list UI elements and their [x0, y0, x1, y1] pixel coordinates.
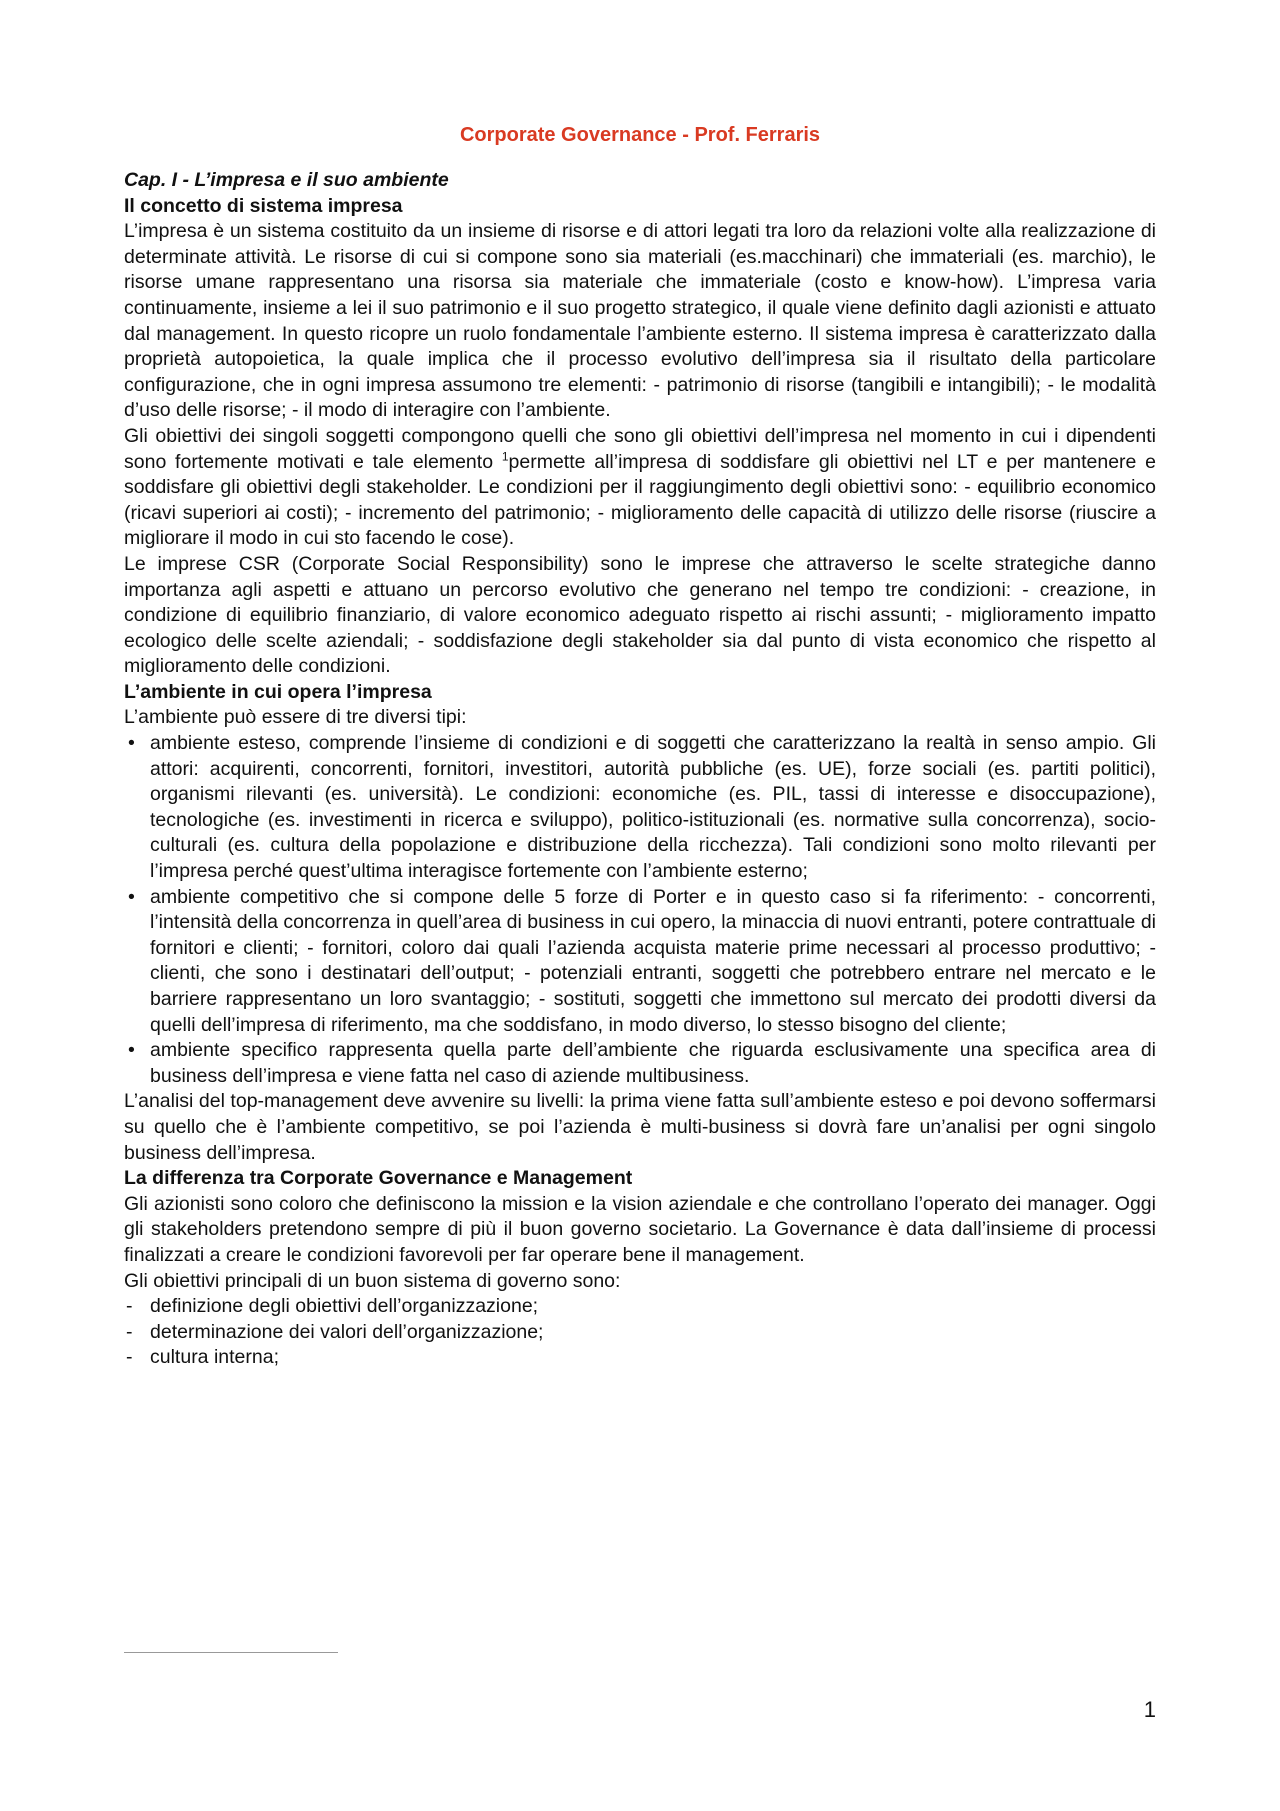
document-title: Corporate Governance - Prof. Ferraris — [459, 124, 821, 146]
page-number: 1 — [1143, 1697, 1156, 1722]
paragraph: L’impresa è un sistema costituito da un insieme di risorse e di attori legati tra loro da relazioni volte alla realizzazione di determinate attività. Le risorse di cui si compone sono sia materiali (es.macchinari) che immateriali (es. marchio), le risorse umane rappresentano una risorsa sia materiale che immateriale (costo e know-how). L’impresa varia continuamente, insieme a lei il suo patrimonio e il suo progetto strategico, il quale viene definito dagli azionisti e attuato dal management. In questo ricopre un ruolo fondamentale l’ambiente esterno. Il sistema impresa è caratterizzato dalla proprietà autopoietica, la quale implica che il processo evolutivo dell’impresa sia il risultato della particolare configurazione, che in ogni impresa assumono tre elementi: - patrimonio di risorse (tangibili e intangibili); - le modalità d’uso delle risorse; - il modo di interagire con l’ambiente. — [124, 220, 1156, 422]
paragraph: Gli obiettivi principali di un buon sistema di governo sono: — [124, 1269, 621, 1292]
paragraph: L’analisi del top-management deve avvenire su livelli: la prima viene fatta sull’ambiente esteso e poi devono soffermarsi su quello che è l’ambiente competitivo, se poi l’azienda è multi-business si dovrà fare un’analisi per ogni singolo business dell’impresa. — [124, 1090, 1156, 1164]
list-item: • ambiente competitivo che si compone delle 5 forze di Porter e in questo caso si fa riferimento: - concorrenti, l’intensità della concorrenza in quell’area di business in cui opero, la minaccia di nuovi entranti, potere contrattuale di fornitori e clienti; - fornitori, coloro dai quali l’azienda acquista materie prime necessari al processo produttivo; - clienti, che sono i destinatari dell’output; - potenziali entranti, soggetti che potrebbero entrare nel mercato e le barriere rappresentano un loro svantaggio; - sostituti, soggetti che immettono sul mercato dei prodotti diversi da quelli dell’impresa di riferimento, ma che soddisfano, in modo diverso, lo stesso bisogno del cliente; — [124, 885, 1156, 1039]
paragraph-text: Gli obiettivi dei singoli soggetti compongono quelli che sono gli obiettivi dell’impresa nel momento in cui i dipendenti sono fortemente motivati e tale elemento — [124, 424, 1156, 473]
paragraph-with-footnote — [124, 424, 1156, 552]
list-item: • ambiente esteso, comprende l’insieme di condizioni e di soggetti che caratterizzano la realtà in senso ampio. Gli attori: acquirenti, concorrenti, fornitori, investitori, autorità pubbliche (es. UE), forze sociali (es. partiti politici), organismi rilevanti (es. università). Le condizioni: economiche (es. PIL, tassi di interesse e disoccupazione), tecnologiche (es. investimenti in ricerca e sviluppo), politico-istituzionali (es. normative sulla concorrenza), socio-culturali (es. cultura della popolazione e distribuzione della ricchezza). Tali condizioni sono molto rilevanti per l’impresa perché quest’ultima interagisce fortemente con l’ambiente esterno; — [124, 731, 1156, 885]
section-heading-sistema-impresa: Il concetto di sistema impresa — [124, 194, 403, 217]
footnote-reference[interactable]: 1 — [501, 449, 509, 464]
section-heading-governance-management: La differenza tra Corporate Governance e Management — [124, 1167, 633, 1190]
footnote-separator — [124, 1652, 338, 1653]
paragraph-text: permette all’impresa di soddisfare gli obiettivi nel LT e per mantenere e soddisfare gli obiettivi degli stakeholder. Le condizioni per il raggiungimento degli obiettivi sono: - equilibrio economico (ricavi superiori ai costi); - incremento del patrimonio; - miglioramento delle capacità di utilizzo delle risorse (riuscire a migliorare il modo in cui sto facendo le cose). — [124, 450, 1157, 550]
chapter-title: Cap. I - L’impresa e il suo ambiente — [124, 169, 449, 191]
document-page — [124, 122, 1156, 1371]
paragraph: Le imprese CSR (Corporate Social Responsibility) sono le imprese che attraverso le scelte strategiche danno importanza agli aspetti e attuano un percorso evolutivo che generano nel tempo tre condizioni: - creazione, in condizione di equilibrio finanziario, di valore economico adeguato rispetto ai rischi assunti; - miglioramento impatto ecologico delle scelte aziendali; - soddisfazione degli stakeholder sia dal punto di vista economico che rispetto al miglioramento delle condizioni. — [124, 552, 1156, 678]
list-item: - definizione degli obiettivi dell’organizzazione; — [124, 1294, 1156, 1320]
list-item: - cultura interna; — [124, 1345, 1156, 1371]
paragraph: L’ambiente può essere di tre diversi tipi: — [124, 706, 467, 729]
dash-list — [124, 1294, 1156, 1371]
list-item: - determinazione dei valori dell’organizzazione; — [124, 1320, 1156, 1346]
section-heading-ambiente: L’ambiente in cui opera l’impresa — [124, 680, 432, 703]
bullet-list — [124, 731, 1156, 1089]
paragraph: Gli azionisti sono coloro che definiscono la mission e la vision aziendale e che controllano l’operato dei manager. Oggi gli stakeholders pretendono sempre di più il buon governo societario. La Governance è data dall’insieme di processi finalizzati a creare le condizioni favorevoli per far operare bene il management. — [124, 1192, 1156, 1266]
list-item: • ambiente specifico rappresenta quella parte dell’ambiente che riguarda esclusivamente una specifica area di business dell’impresa e viene fatta nel caso di aziende multibusiness. — [124, 1038, 1156, 1089]
